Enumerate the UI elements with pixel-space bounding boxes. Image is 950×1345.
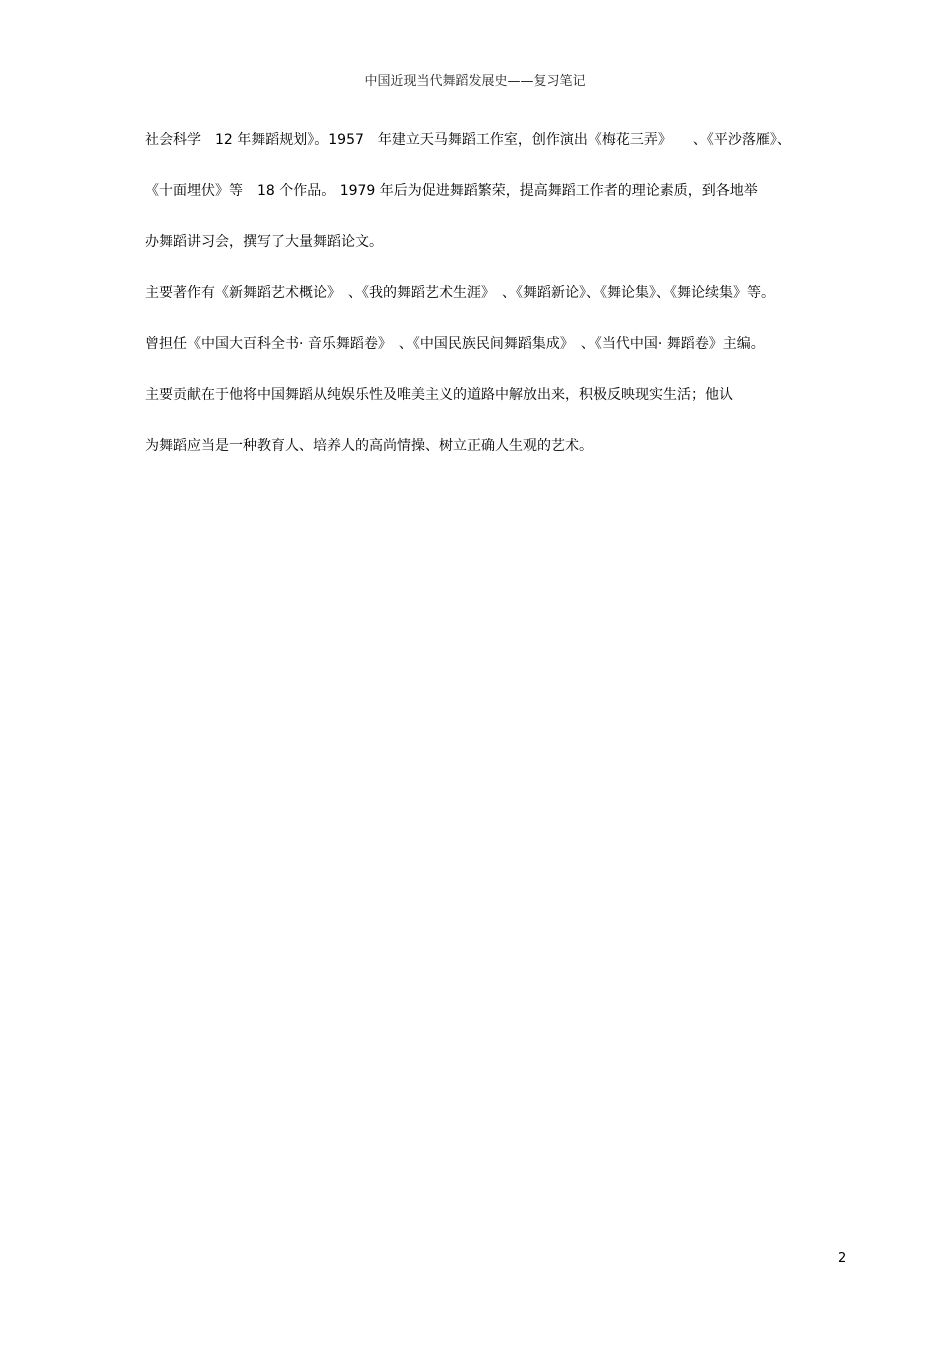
text-line-4: 主要著作有《新舞蹈艺术概论》 、《我的舞蹈艺术生涯》 、《舞蹈新论》、《舞论集》、《舞论续集》等。 bbox=[145, 285, 775, 301]
text-line-5: 曾担任《中国大百科全书· 音乐舞蹈卷》 、《中国民族民间舞蹈集成》 、《当代中国· 舞蹈卷》主编。 bbox=[145, 336, 765, 352]
text-line-2: 《十面埋伏》等 18 个作品。 1979 年后为促进舞蹈繁荣，提高舞蹈工作者的理论素质，到各地举 bbox=[145, 183, 758, 199]
text-line-7: 为舞蹈应当是一种教育人、培养人的高尚情操、树立正确人生观的艺术。 bbox=[145, 438, 593, 454]
text-line-3: 办舞蹈讲习会，撰写了大量舞蹈论文。 bbox=[145, 234, 383, 250]
text-line-1: 社会科学 12 年舞蹈规划》。1957 年建立天马舞蹈工作室，创作演出《梅花三弄》 、《平沙落雁》、 bbox=[145, 132, 791, 148]
page-number: 2 bbox=[838, 1251, 847, 1266]
body-text bbox=[145, 130, 865, 487]
text-line-6: 主要贡献在于他将中国舞蹈从纯娱乐性及唯美主义的道路中解放出来，积极反映现实生活；他认 bbox=[145, 387, 733, 403]
page-header-title: 中国近现当代舞蹈发展史——复习笔记 bbox=[364, 74, 586, 89]
